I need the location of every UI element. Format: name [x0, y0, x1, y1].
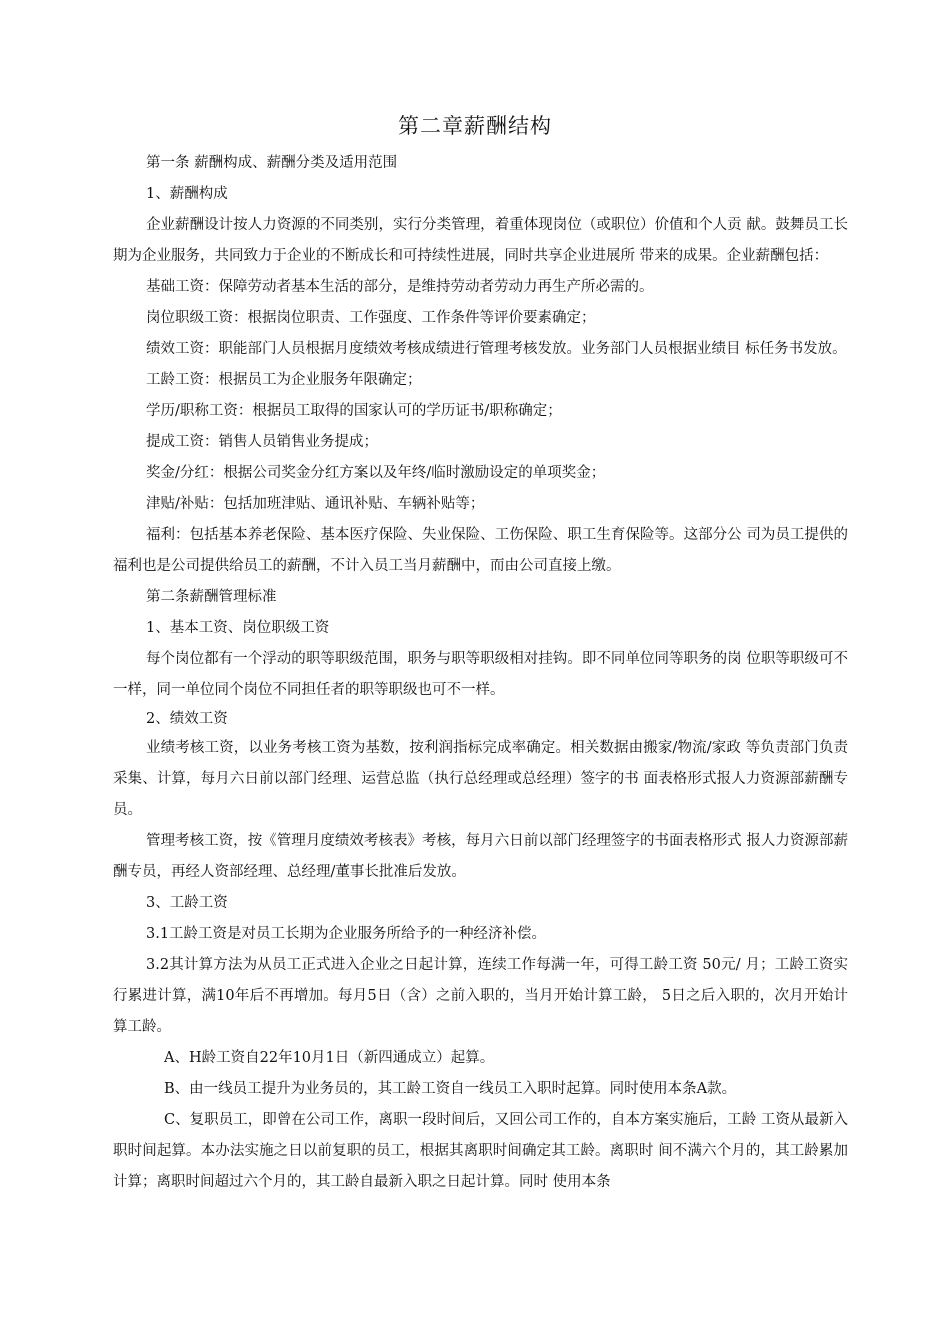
paragraph: 津贴/补贴：包括加班津贴、通讯补贴、车辆补贴等； — [146, 496, 485, 512]
document-body — [113, 148, 848, 1198]
article-heading: 第一条 薪酬构成、薪酬分类及适用范围 — [146, 155, 398, 171]
list-item: B、由一线员工提升为业务员的，其工龄工资自一线员工入职时起算。同时使用本条A款。 — [164, 1081, 737, 1097]
paragraph: 绩效工资：职能部门人员根据月度绩效考核成绩进行管理考核发放。业务部门人员根据业绩目 标任务书发放。 — [146, 341, 847, 357]
paragraph: 企业薪酬设计按人力资源的不同类别，实行分类管理，着重体现岗位（或职位）价值和个人贡 献。鼓舞员工长期为企业服务，共同致力于企业的不断成长和可持续性进展，同时共享企业进展所 带来的成果。企业薪酬包括： — [113, 217, 848, 264]
section-heading: 1、基本工资、岗位职级工资 — [146, 620, 330, 636]
section-heading: 1、薪酬构成 — [146, 186, 228, 202]
paragraph: 岗位职级工资：根据岗位职责、工作强度、工作条件等评价要素确定； — [146, 310, 596, 326]
paragraph: 3.1工龄工资是对员工长期为企业服务所给予的一种经济补偿。 — [146, 926, 547, 942]
paragraph: 学历/职称工资：根据员工取得的国家认可的学历证书/职称确定； — [146, 403, 562, 419]
list-item: A、H龄工资自22年10月1日（新四通成立）起算。 — [164, 1050, 495, 1066]
article-heading: 第二条薪酬管理标准 — [146, 589, 277, 605]
paragraph: 每个岗位都有一个浮动的职等职级范围，职务与职等职级相对挂钩。即不同单位同等职务的岗 位职等职级可不一样，同一单位同个岗位不同担任者的职等职级也可不一样。 — [113, 651, 848, 698]
paragraph: 管理考核工资，按《管理月度绩效考核表》考核，每月六日前以部门经理签字的书面表格形式 报人力资源部薪酬专员，再经人资部经理、总经理/董事长批准后发放。 — [113, 833, 848, 880]
chapter-title: 第二章薪酬结构 — [398, 114, 552, 138]
paragraph: 基础工资：保障劳动者基本生活的部分，是维持劳动者劳动力再生产所必需的。 — [146, 279, 654, 295]
list-item: C、复职员工，即曾在公司工作，离职一段时间后，又回公司工作的，自本方案实施后，工龄 工资从最新入职时间起算。本办法实施之日以前复职的员工，根据其离职时间确定其工龄。离职时 间不满六个月的，其工龄累加计算；离职时间超过六个月的，其工龄自最新入职之日起计算。同时 使用本条 — [113, 1112, 848, 1190]
paragraph: 提成工资：销售人员销售业务提成； — [146, 434, 378, 450]
section-heading: 2、绩效工资 — [146, 711, 228, 727]
paragraph: 工龄工资：根据员工为企业服务年限确定； — [146, 372, 422, 388]
paragraph: 3.2其计算方法为从员工正式进入企业之日起计算，连续工作每满一年，可得工龄工资 50元/ 月；工龄工资实行累进计算，满10年后不再增加。每月5日（含）之前入职的，当月开始计算工龄， 5日之后入职的，次月开始计算工龄。 — [113, 957, 848, 1035]
paragraph: 福利：包括基本养老保险、基本医疗保险、失业保险、工伤保险、职工生育保险等。这部分公 司为员工提供的福利也是公司提供给员工的薪酬，不计入员工当月薪酬中，而由公司直接上缴。 — [113, 527, 848, 574]
paragraph: 奖金/分红：根据公司奖金分红方案以及年终/临时激励设定的单项奖金； — [146, 465, 606, 481]
section-heading: 3、工龄工资 — [146, 895, 228, 911]
paragraph: 业绩考核工资，以业务考核工资为基数，按利润指标完成率确定。相关数据由搬家/物流/家政 等负责部门负责采集、计算，每月六日前以部门经理、运营总监（执行总经理或总经理）签字的书 面表格形式报人力资源部薪酬专员。 — [113, 740, 848, 818]
